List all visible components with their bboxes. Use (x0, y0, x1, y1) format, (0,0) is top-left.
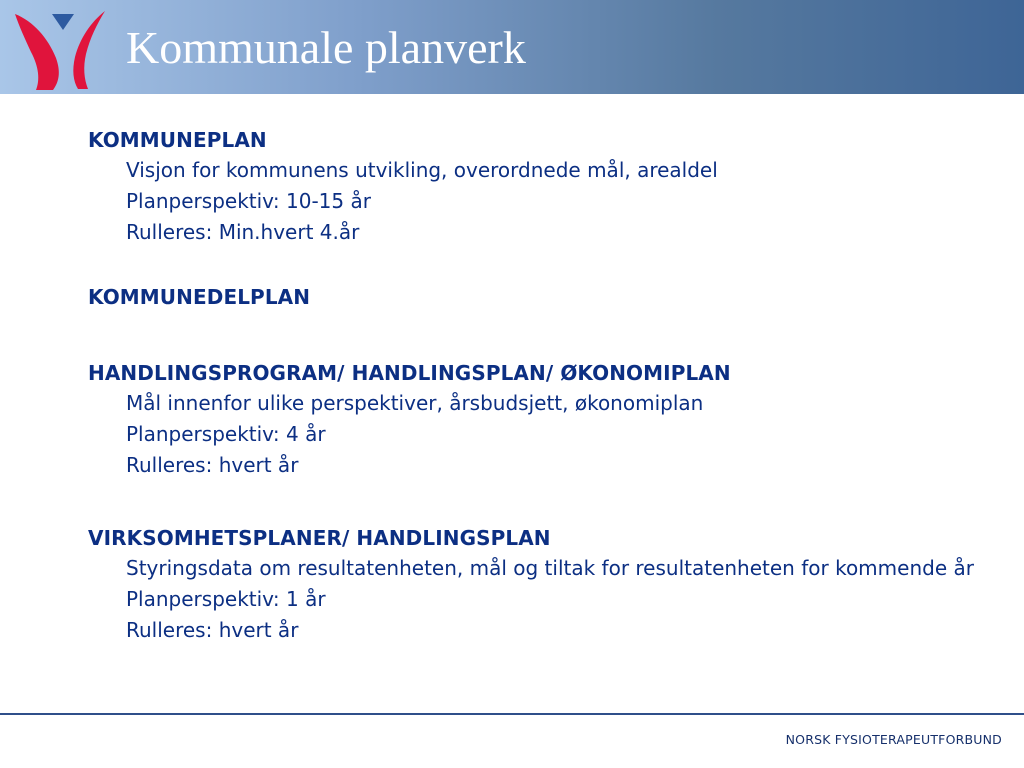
bullet-line: Rulleres: Min.hvert 4.år (126, 220, 360, 244)
section-kommuneplan (88, 125, 1008, 248)
footer-divider (0, 713, 1024, 715)
bullet-line: Visjon for kommunens utvikling, overordnede mål, arealdel (126, 158, 718, 182)
section-heading: HANDLINGSPROGRAM/ HANDLINGSPLAN/ ØKONOMIPLAN (88, 361, 731, 385)
bullet-line: Planperspektiv: 10-15 år (126, 189, 371, 213)
bullet-line: Styringsdata om resultatenheten, mål og tiltak for resultatenheten for kommende år (126, 556, 974, 580)
slide-title: Kommunale planverk (126, 22, 526, 73)
slide-header (0, 0, 1024, 94)
bullet-line: Planperspektiv: 1 år (126, 587, 326, 611)
section-kommunedelplan (88, 282, 1008, 312)
nff-y-logo-icon (14, 8, 106, 90)
bullet-line: Rulleres: hvert år (126, 618, 299, 642)
bullet-line: Planperspektiv: 4 år (126, 422, 326, 446)
section-handlingsprogram (88, 358, 1008, 481)
bullet-line: Mål innenfor ulike perspektiver, årsbudsjett, økonomiplan (126, 391, 704, 415)
section-heading: KOMMUNEPLAN (88, 128, 267, 152)
footer-organization: NORSK FYSIOTERAPEUTFORBUND (785, 732, 1002, 747)
section-heading: KOMMUNEDELPLAN (88, 285, 311, 309)
section-virksomhetsplaner (88, 523, 1008, 646)
slide-content (88, 125, 1008, 646)
bullet-line: Rulleres: hvert år (126, 453, 299, 477)
section-heading: VIRKSOMHETSPLANER/ HANDLINGSPLAN (88, 526, 551, 550)
